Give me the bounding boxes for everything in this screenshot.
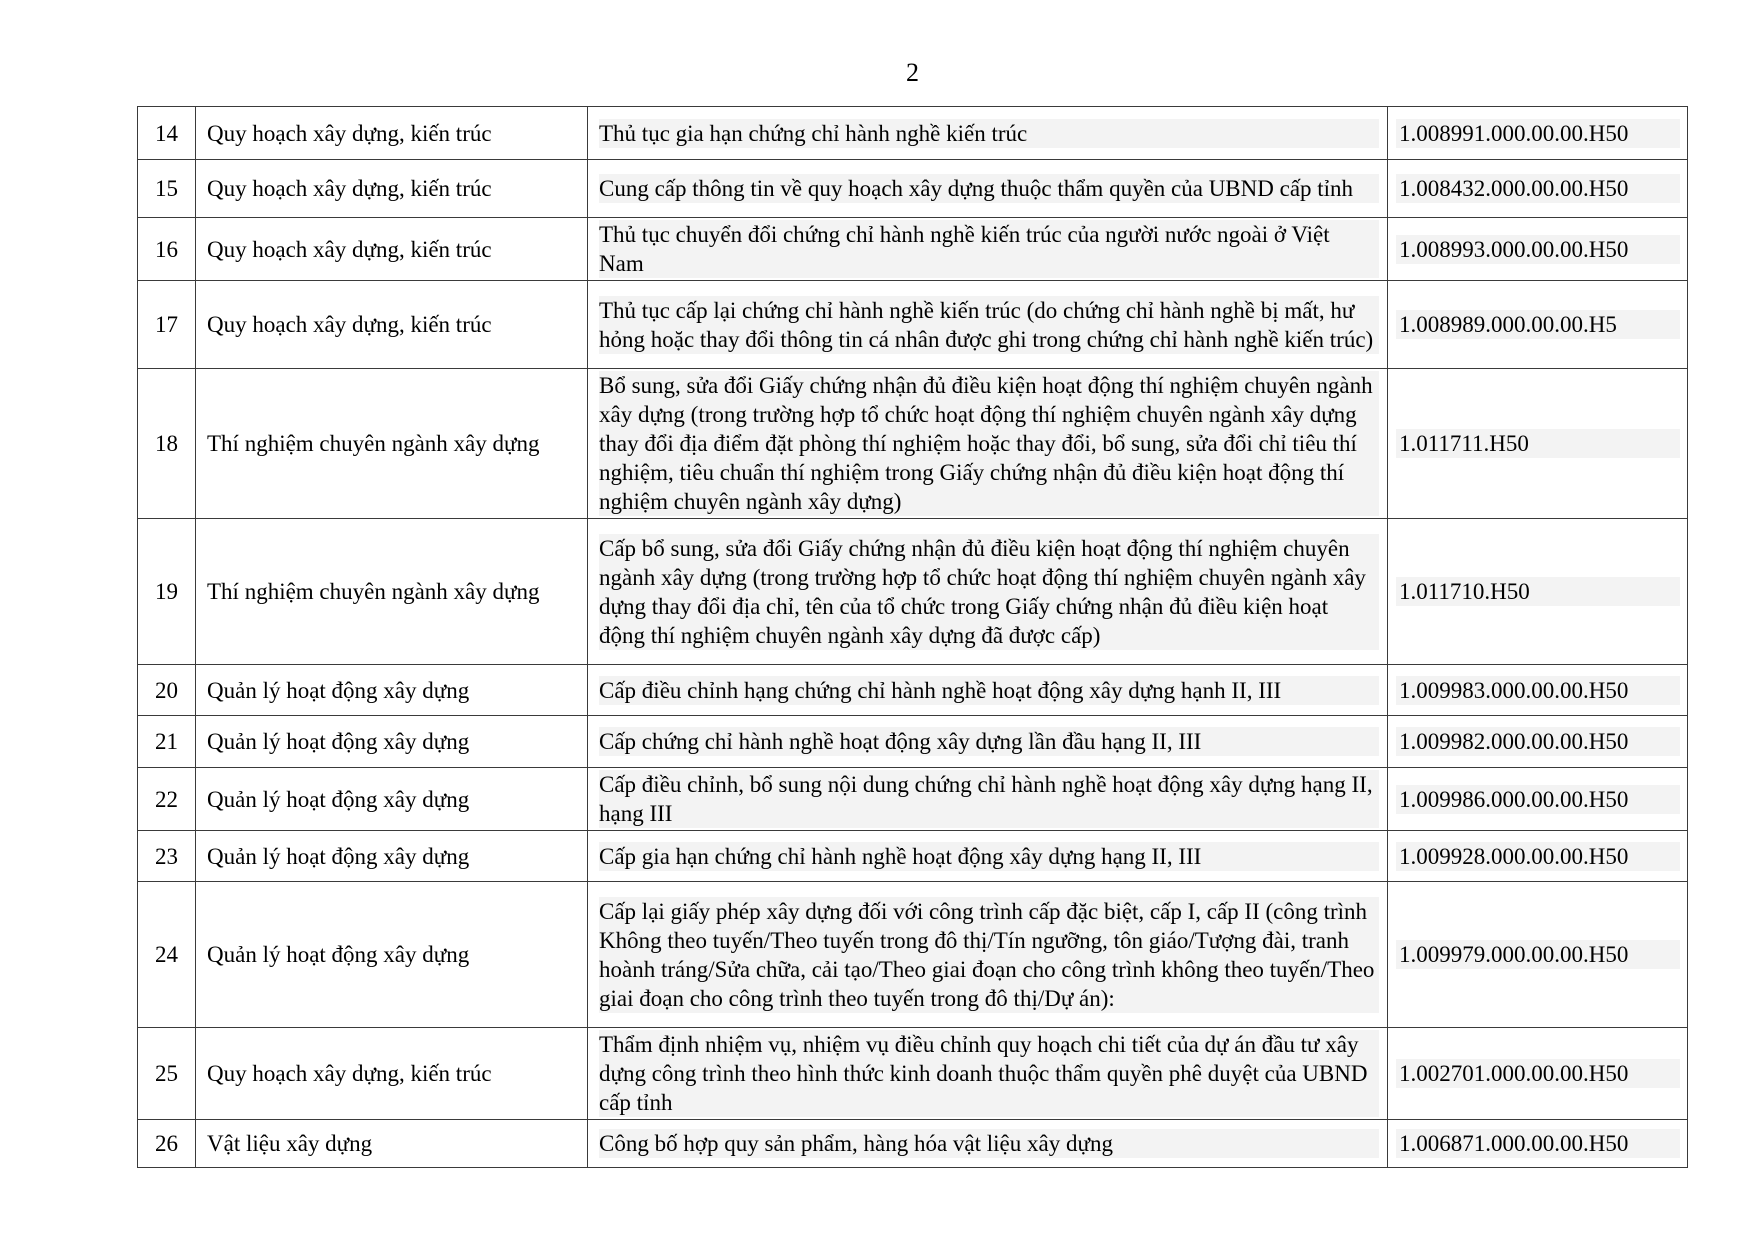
- table-row: [138, 1028, 1688, 1120]
- procedure-name-cell: [588, 281, 1388, 369]
- table-row: [138, 107, 1688, 160]
- procedure-code-cell: [1388, 882, 1688, 1028]
- table-row: [138, 882, 1688, 1028]
- procedure-name-cell: [588, 831, 1388, 882]
- table-row: [138, 665, 1688, 716]
- field-cell: Quy hoạch xây dựng, kiến trúc: [196, 281, 588, 369]
- row-number: 20: [138, 665, 196, 716]
- field-cell: Quản lý hoạt động xây dựng: [196, 768, 588, 831]
- procedure-code: 1.008432.000.00.00.H50: [1396, 174, 1680, 203]
- procedure-name-cell: [588, 107, 1388, 160]
- procedure-name-cell: [588, 1120, 1388, 1168]
- procedure-name-cell: [588, 369, 1388, 519]
- procedure-name: Thủ tục gia hạn chứng chỉ hành nghề kiến trúc: [599, 119, 1379, 148]
- procedure-name: Cung cấp thông tin về quy hoạch xây dựng thuộc thẩm quyền của UBND cấp tỉnh: [599, 174, 1379, 203]
- procedure-code: 1.011710.H50: [1396, 577, 1680, 606]
- procedure-code: 1.009982.000.00.00.H50: [1396, 727, 1680, 756]
- procedure-code-cell: [1388, 519, 1688, 665]
- row-number: 18: [138, 369, 196, 519]
- procedure-name-cell: [588, 665, 1388, 716]
- field-cell: Vật liệu xây dựng: [196, 1120, 588, 1168]
- table-row: [138, 218, 1688, 281]
- procedure-name: Cấp bổ sung, sửa đổi Giấy chứng nhận đủ điều kiện hoạt động thí nghiệm chuyên ngành xây dựng (trong trường hợp tổ chức hoạt động thí nghiệm chuyên ngành xây dựng thay đổi địa chỉ, tên của tổ chức trong Giấy chứng nhận đủ điều kiện hoạt động thí nghiệm chuyên ngành xây dựng đã được cấp): [599, 534, 1379, 650]
- row-number: 23: [138, 831, 196, 882]
- procedure-name: Cấp điều chỉnh, bổ sung nội dung chứng chỉ hành nghề hoạt động xây dựng hạng II, hạng III: [599, 770, 1379, 828]
- procedure-name: Thẩm định nhiệm vụ, nhiệm vụ điều chỉnh quy hoạch chi tiết của dự án đầu tư xây dựng công trình theo hình thức kinh doanh thuộc thẩm quyền phê duyệt của UBND cấp tỉnh: [599, 1030, 1379, 1117]
- procedure-code: 1.002701.000.00.00.H50: [1396, 1059, 1680, 1088]
- procedure-code: 1.009983.000.00.00.H50: [1396, 676, 1680, 705]
- row-number: 17: [138, 281, 196, 369]
- procedure-name: Bổ sung, sửa đổi Giấy chứng nhận đủ điều kiện hoạt động thí nghiệm chuyên ngành xây dựng (trong trường hợp tổ chức hoạt động thí nghiệm chuyên ngành xây dựng thay đổi địa điểm đặt phòng thí nghiệm hoặc thay đổi, bổ sung, sửa đổi chỉ tiêu thí nghiệm, tiêu chuẩn thí nghiệm trong Giấy chứng nhận đủ điều kiện hoạt động thí nghiệm chuyên ngành xây dựng): [599, 371, 1379, 516]
- procedure-name: Thủ tục cấp lại chứng chỉ hành nghề kiến trúc (do chứng chỉ hành nghề bị mất, hư hỏng hoặc thay đổi thông tin cá nhân được ghi trong chứng chỉ hành nghề kiến trúc): [599, 296, 1379, 354]
- procedure-name-cell: [588, 160, 1388, 218]
- row-number: 14: [138, 107, 196, 160]
- procedure-name: Công bố hợp quy sản phẩm, hàng hóa vật liệu xây dựng: [599, 1129, 1379, 1158]
- field-cell: Quy hoạch xây dựng, kiến trúc: [196, 107, 588, 160]
- procedure-code-cell: [1388, 1120, 1688, 1168]
- table-row: [138, 519, 1688, 665]
- procedure-code-cell: [1388, 768, 1688, 831]
- procedure-code-cell: [1388, 160, 1688, 218]
- procedure-code-cell: [1388, 218, 1688, 281]
- procedure-code: 1.009979.000.00.00.H50: [1396, 940, 1680, 969]
- procedure-code: 1.008991.000.00.00.H50: [1396, 119, 1680, 148]
- table-row: [138, 369, 1688, 519]
- field-cell: Thí nghiệm chuyên ngành xây dựng: [196, 519, 588, 665]
- table-row: [138, 716, 1688, 768]
- procedure-code-cell: [1388, 281, 1688, 369]
- procedure-code-cell: [1388, 369, 1688, 519]
- procedure-table: [137, 106, 1688, 1168]
- procedure-code: 1.006871.000.00.00.H50: [1396, 1129, 1680, 1158]
- row-number: 21: [138, 716, 196, 768]
- procedure-code-cell: [1388, 665, 1688, 716]
- field-cell: Quy hoạch xây dựng, kiến trúc: [196, 160, 588, 218]
- procedure-name-cell: [588, 882, 1388, 1028]
- field-cell: Quản lý hoạt động xây dựng: [196, 831, 588, 882]
- field-cell: Quản lý hoạt động xây dựng: [196, 882, 588, 1028]
- procedure-name: Cấp điều chỉnh hạng chứng chỉ hành nghề hoạt động xây dựng hạnh II, III: [599, 676, 1379, 705]
- row-number: 22: [138, 768, 196, 831]
- procedure-code-cell: [1388, 716, 1688, 768]
- procedure-name: Thủ tục chuyển đổi chứng chỉ hành nghề kiến trúc của người nước ngoài ở Việt Nam: [599, 220, 1379, 278]
- row-number: 26: [138, 1120, 196, 1168]
- field-cell: Quy hoạch xây dựng, kiến trúc: [196, 218, 588, 281]
- procedure-code: 1.011711.H50: [1396, 429, 1680, 458]
- table-row: [138, 160, 1688, 218]
- procedure-code: 1.008989.000.00.00.H5: [1396, 310, 1680, 339]
- procedure-code: 1.009986.000.00.00.H50: [1396, 785, 1680, 814]
- row-number: 25: [138, 1028, 196, 1120]
- procedure-code: 1.009928.000.00.00.H50: [1396, 842, 1680, 871]
- procedure-code: 1.008993.000.00.00.H50: [1396, 235, 1680, 264]
- procedure-name-cell: [588, 218, 1388, 281]
- field-cell: Quản lý hoạt động xây dựng: [196, 716, 588, 768]
- procedure-name: Cấp lại giấy phép xây dựng đối với công trình cấp đặc biệt, cấp I, cấp II (công trình Không theo tuyến/Theo tuyến trong đô thị/Tín ngưỡng, tôn giáo/Tượng đài, tranh hoành tráng/Sửa chữa, cải tạo/Theo giai đoạn cho công trình không theo tuyến/Theo giai đoạn cho công trình theo tuyến trong đô thị/Dự án):: [599, 897, 1379, 1013]
- table-row: [138, 1120, 1688, 1168]
- procedure-name-cell: [588, 768, 1388, 831]
- table-row: [138, 281, 1688, 369]
- procedure-name: Cấp chứng chỉ hành nghề hoạt động xây dựng lần đầu hạng II, III: [599, 727, 1379, 756]
- procedure-code-cell: [1388, 831, 1688, 882]
- row-number: 15: [138, 160, 196, 218]
- procedure-code-cell: [1388, 107, 1688, 160]
- procedure-code-cell: [1388, 1028, 1688, 1120]
- row-number: 16: [138, 218, 196, 281]
- procedure-name-cell: [588, 1028, 1388, 1120]
- row-number: 19: [138, 519, 196, 665]
- procedure-name: Cấp gia hạn chứng chỉ hành nghề hoạt động xây dựng hạng II, III: [599, 842, 1379, 871]
- row-number: 24: [138, 882, 196, 1028]
- field-cell: Quy hoạch xây dựng, kiến trúc: [196, 1028, 588, 1120]
- procedure-name-cell: [588, 519, 1388, 665]
- procedure-name-cell: [588, 716, 1388, 768]
- page-number: 2: [906, 58, 919, 87]
- field-cell: Quản lý hoạt động xây dựng: [196, 665, 588, 716]
- field-cell: Thí nghiệm chuyên ngành xây dựng: [196, 369, 588, 519]
- table-row: [138, 831, 1688, 882]
- table-row: [138, 768, 1688, 831]
